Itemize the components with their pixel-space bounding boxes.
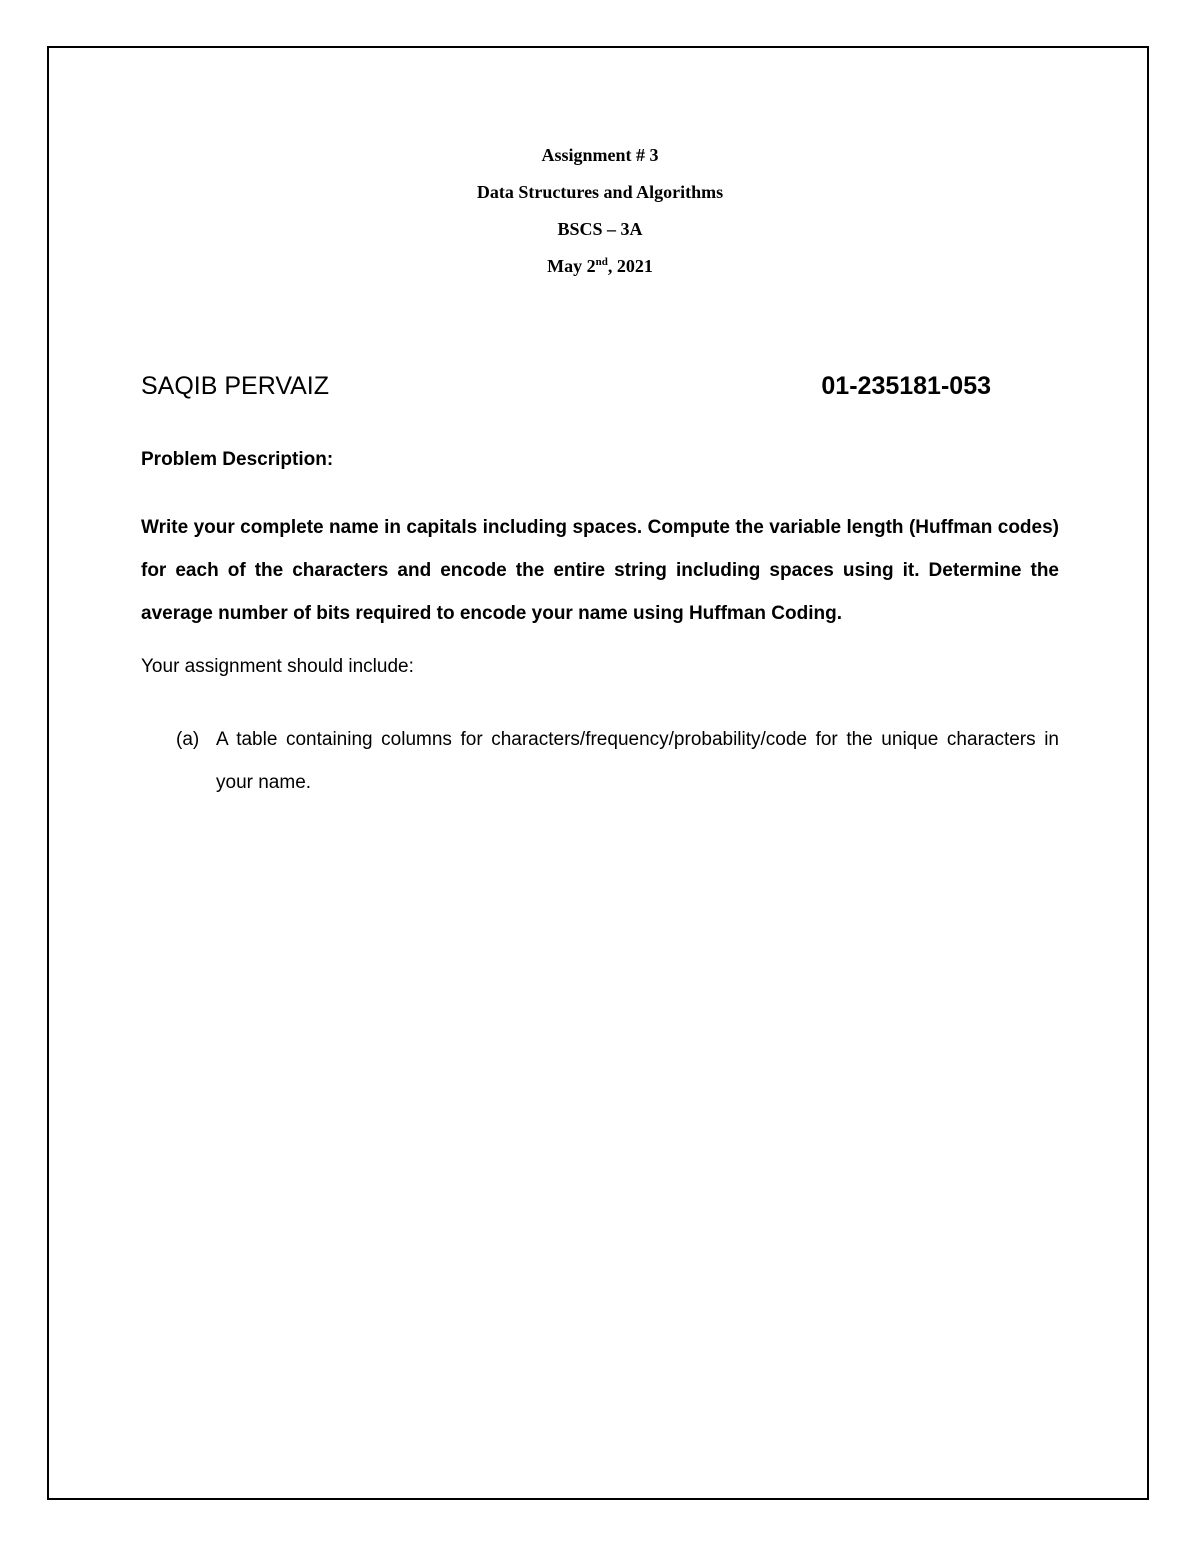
include-label: Your assignment should include:: [141, 656, 414, 677]
student-info-row: [141, 372, 991, 408]
list-item-text: A table containing columns for characters/frequency/probability/code for the unique characters in your name.: [216, 729, 1059, 793]
list-item-marker: (a): [176, 729, 200, 750]
student-name: SAQIB PERVAIZ: [141, 372, 330, 400]
assignment-date: [0, 252, 1200, 289]
list-item: [141, 718, 1059, 804]
problem-description: Write your complete name in capitals including spaces. Compute the variable length (Huffman codes) for each of the characters and encode the entire string including spaces using it. Determine the average number of bits required to encode your name using Huffman Coding.: [141, 517, 1059, 624]
problem-heading: Problem Description:: [141, 449, 334, 470]
class-section: BSCS – 3A: [557, 219, 643, 239]
date-ordinal: nd: [595, 256, 608, 268]
student-id: 01-235181-053: [821, 372, 991, 400]
course-title: Data Structures and Algorithms: [476, 182, 724, 202]
document-header: [0, 141, 1200, 289]
date-suffix: , 2021: [607, 256, 653, 276]
assignment-title: Assignment # 3: [541, 145, 659, 165]
date-prefix: May 2: [547, 256, 596, 276]
